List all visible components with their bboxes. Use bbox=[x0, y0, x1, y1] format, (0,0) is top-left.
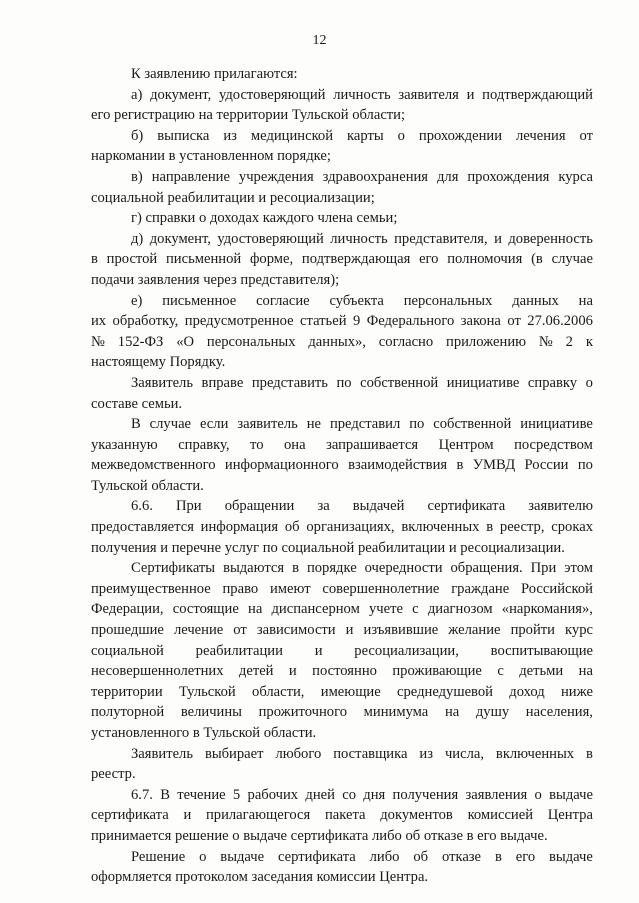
paragraph bbox=[91, 64, 593, 85]
paragraph bbox=[91, 373, 593, 414]
text-line: установленного в Тульской области. bbox=[91, 725, 317, 741]
text-line: межведомственного информационного взаимодействия в УМВД России по bbox=[91, 457, 593, 474]
text-line: Тульской области. bbox=[91, 477, 204, 494]
paragraph bbox=[91, 291, 593, 373]
text-line: Сертификаты выдаются в порядке очередности обращения. При этом bbox=[131, 560, 593, 577]
text-line: оформляется протоколом заседания комиссии Центра. bbox=[91, 869, 429, 886]
text-line: принимается решение о выдаче сертификата либо об отказе в его выдаче. bbox=[91, 827, 548, 844]
text-line: преимущественное право имеют совершеннолетние граждане Российской bbox=[91, 580, 593, 597]
text-line: несовершеннолетних детей и постоянно проживающие с детьми на bbox=[91, 663, 593, 680]
text-line: г) справки о доходах каждого члена семьи; bbox=[131, 210, 398, 227]
paragraph bbox=[91, 85, 593, 126]
document-body bbox=[91, 64, 593, 888]
text-line: настоящему Порядку. bbox=[91, 354, 226, 371]
text-line: в) направление учреждения здравоохранения для прохождения курса bbox=[131, 168, 593, 185]
text-line: реестр. bbox=[91, 766, 136, 783]
text-line: в простой письменной форме, подтверждающая его полномочия (в случае bbox=[91, 251, 593, 268]
text-line: наркомании в установленном порядке; bbox=[91, 148, 331, 165]
text-line: подачи заявления через представителя); bbox=[91, 271, 340, 288]
paragraph bbox=[91, 744, 593, 785]
text-line: указанную справку, то она запрашивается Центром посредством bbox=[91, 436, 593, 453]
text-line: а) документ, удостоверяющий личность заявителя и подтверждающий bbox=[131, 86, 593, 103]
text-line: 6.6. При обращении за выдачей сертификата заявителю bbox=[131, 498, 593, 515]
text-line: № 152-ФЗ «О персональных данных», согласно приложению № 2 к bbox=[91, 333, 593, 350]
paragraph bbox=[91, 847, 593, 888]
text-line: Заявитель выбирает любого поставщика из числа, включенных в bbox=[131, 745, 593, 762]
paragraph bbox=[91, 414, 593, 496]
paragraph bbox=[91, 496, 593, 558]
text-line: В случае если заявитель не представил по собственной инициативе bbox=[131, 416, 593, 433]
text-line: б) выписка из медицинской карты о прохождении лечения от bbox=[131, 127, 593, 144]
text-line: Федерации, состоящие на диспансерном учете с диагнозом «наркомания», bbox=[91, 601, 593, 618]
text-line: Заявитель вправе представить по собственной инициативе справку о bbox=[131, 374, 593, 391]
text-line: социальной реабилитации и ресоциализации; bbox=[91, 189, 375, 206]
text-line: территории Тульской области, имеющие среднедушевой доход ниже bbox=[91, 683, 593, 700]
text-line: их обработку, предусмотренное статьей 9 Федерального закона от 27.06.2006 bbox=[91, 313, 593, 330]
text-line: К заявлению прилагаются: bbox=[131, 66, 298, 82]
text-line: его регистрацию на территории Тульской области; bbox=[91, 107, 406, 124]
paragraph bbox=[91, 167, 593, 208]
text-line: е) письменное согласие субъекта персональных данных на bbox=[131, 292, 593, 309]
text-line: составе семьи. bbox=[91, 395, 183, 412]
paragraph bbox=[91, 785, 593, 847]
paragraph bbox=[91, 229, 593, 291]
text-line: д) документ, удостоверяющий личность представителя, и доверенность bbox=[131, 230, 593, 247]
page-number: 12 bbox=[312, 33, 327, 48]
text-line: полуторной величины прожиточного минимума на душу населения, bbox=[91, 704, 593, 721]
text-line: Решение о выдаче сертификата либо об отказе в его выдаче bbox=[131, 848, 593, 865]
paragraph bbox=[91, 208, 593, 229]
paragraph bbox=[91, 558, 593, 743]
text-line: 6.7. В течение 5 рабочих дней со дня получения заявления о выдаче bbox=[131, 786, 593, 803]
text-line: социальной реабилитации и ресоциализации, воспитывающие bbox=[91, 642, 593, 659]
text-line: предоставляется информация об организациях, включенных в реестр, сроках bbox=[91, 519, 593, 536]
text-line: сертификата и прилагающегося пакета документов комиссией Центра bbox=[91, 807, 593, 824]
text-line: получения и перечне услуг по социальной реабилитации и ресоциализации. bbox=[91, 539, 565, 556]
text-line: прошедшие лечение от зависимости и изъявившие желание пройти курс bbox=[91, 622, 593, 639]
paragraph bbox=[91, 126, 593, 167]
